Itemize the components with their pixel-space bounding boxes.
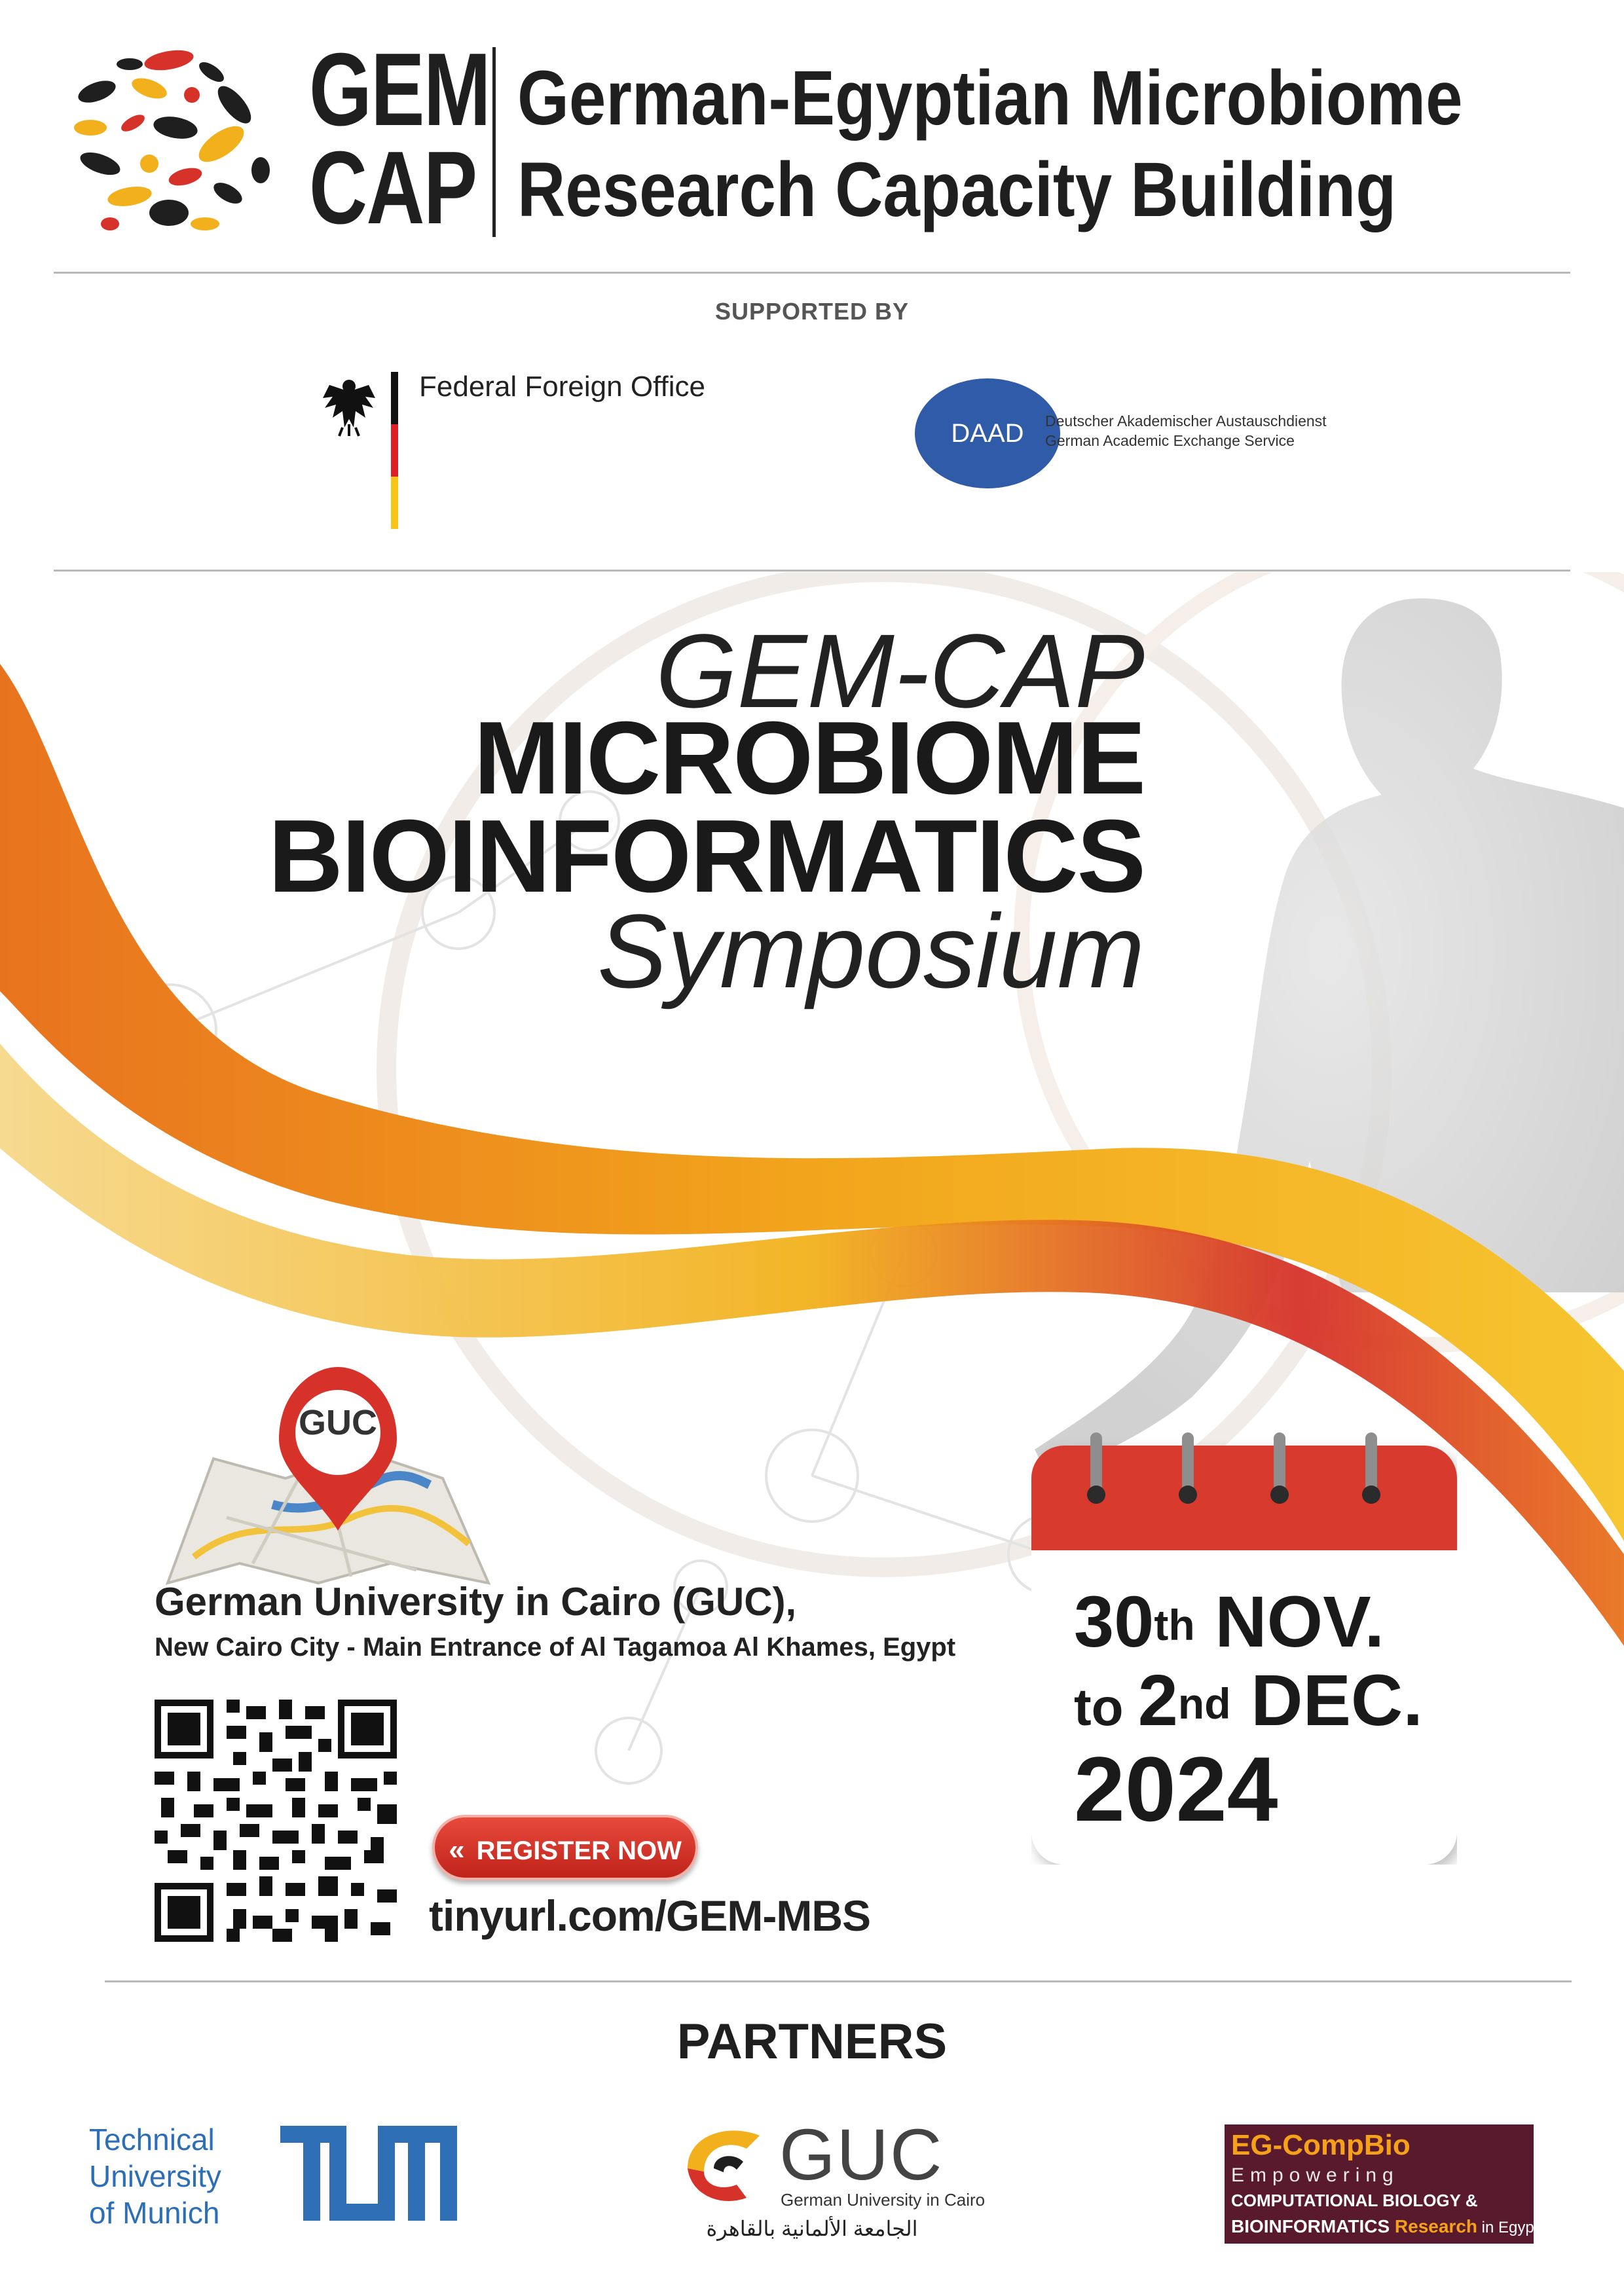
german-flag-bar — [391, 372, 398, 529]
date-month1: NOV. — [1194, 1582, 1385, 1662]
tum-logo-icon — [280, 2126, 457, 2221]
date-year: 2024 — [1074, 1738, 1278, 1840]
eg-compbio-in-egypt: in Egypt — [1477, 2219, 1539, 2236]
partners-heading: PARTNERS — [676, 2014, 948, 2069]
cap-text: CAP — [309, 130, 477, 246]
guc-arabic-name: الجامعة الألمانية بالقاهرة — [706, 2217, 918, 2240]
header-divider — [492, 47, 496, 237]
header-title — [517, 52, 1463, 236]
header-rule — [54, 272, 1570, 274]
date-day1-suffix: th — [1154, 1601, 1195, 1649]
partners-rule — [105, 1980, 1572, 1982]
tum-line1: Technical — [89, 2123, 215, 2157]
header-title-line2: Research Capacity Building — [517, 147, 1397, 233]
daad-description — [1045, 411, 1327, 450]
guc-subtitle: German University in Cairo — [781, 2190, 986, 2210]
supported-by-label: SUPPORTED BY — [714, 298, 910, 325]
federal-eagle-icon — [320, 372, 378, 437]
header-title-line1: German-Egyptian Microbiome — [517, 55, 1463, 141]
tum-name — [89, 2121, 221, 2231]
tum-line2: University — [89, 2159, 221, 2193]
registration-qr-code[interactable] — [155, 1700, 397, 1942]
gem-cap-logo-icon — [71, 46, 274, 242]
event-date — [1074, 1582, 1441, 1840]
eg-compbio-subtitle: Empowering — [1231, 2164, 1399, 2186]
supporters-rule — [54, 570, 1570, 572]
symposium-title-bioinformatics: BIOINFORMATICS — [268, 799, 1145, 914]
date-day2: 2 — [1137, 1660, 1178, 1741]
double-chevron-left-icon: « — [449, 1834, 465, 1866]
federal-foreign-office-label: Federal Foreign Office — [419, 371, 705, 403]
eg-compbio-line1: COMPUTATIONAL BIOLOGY & — [1231, 2191, 1478, 2210]
eg-compbio-title: EG-CompBio — [1231, 2129, 1411, 2161]
venue-name: German University in Cairo (GUC), — [155, 1580, 797, 1624]
map-pin-icon — [155, 1347, 495, 1590]
register-now-label: REGISTER NOW — [476, 1836, 682, 1865]
date-to: to — [1074, 1678, 1138, 1736]
registration-url-link[interactable]: tinyurl.com/GEM-MBS — [429, 1891, 871, 1940]
gem-cap-wordmark — [309, 32, 490, 246]
daad-logo: DAAD — [915, 378, 1060, 488]
daad-line2: German Academic Exchange Service — [1045, 432, 1295, 449]
eg-compbio-research: Research — [1394, 2216, 1478, 2236]
date-day1: 30 — [1074, 1582, 1154, 1662]
eg-compbio-bioinformatics: BIOINFORMATICS — [1231, 2216, 1395, 2236]
register-now-button[interactable] — [432, 1815, 698, 1880]
gem-text: GEM — [309, 32, 490, 147]
daad-line1: Deutscher Akademischer Austauschdienst — [1045, 412, 1327, 429]
date-day2-suffix: nd — [1177, 1679, 1231, 1728]
symposium-title-symposium: Symposium — [597, 892, 1145, 1010]
symposium-title-microbiome: MICROBIOME — [473, 701, 1145, 816]
eg-compbio-line2 — [1231, 2216, 1538, 2237]
symposium-title-gem-cap: GEM-CAP — [655, 612, 1145, 729]
venue-address: New Cairo City - Main Entrance of Al Tagamoa Al Khames, Egypt — [155, 1633, 956, 1662]
map-pin-label: GUC — [299, 1403, 377, 1442]
guc-emblem-icon — [674, 2116, 779, 2214]
guc-name: GUC — [779, 2115, 944, 2195]
tum-line3: of Munich — [89, 2196, 220, 2230]
date-month2: DEC. — [1230, 1660, 1423, 1741]
